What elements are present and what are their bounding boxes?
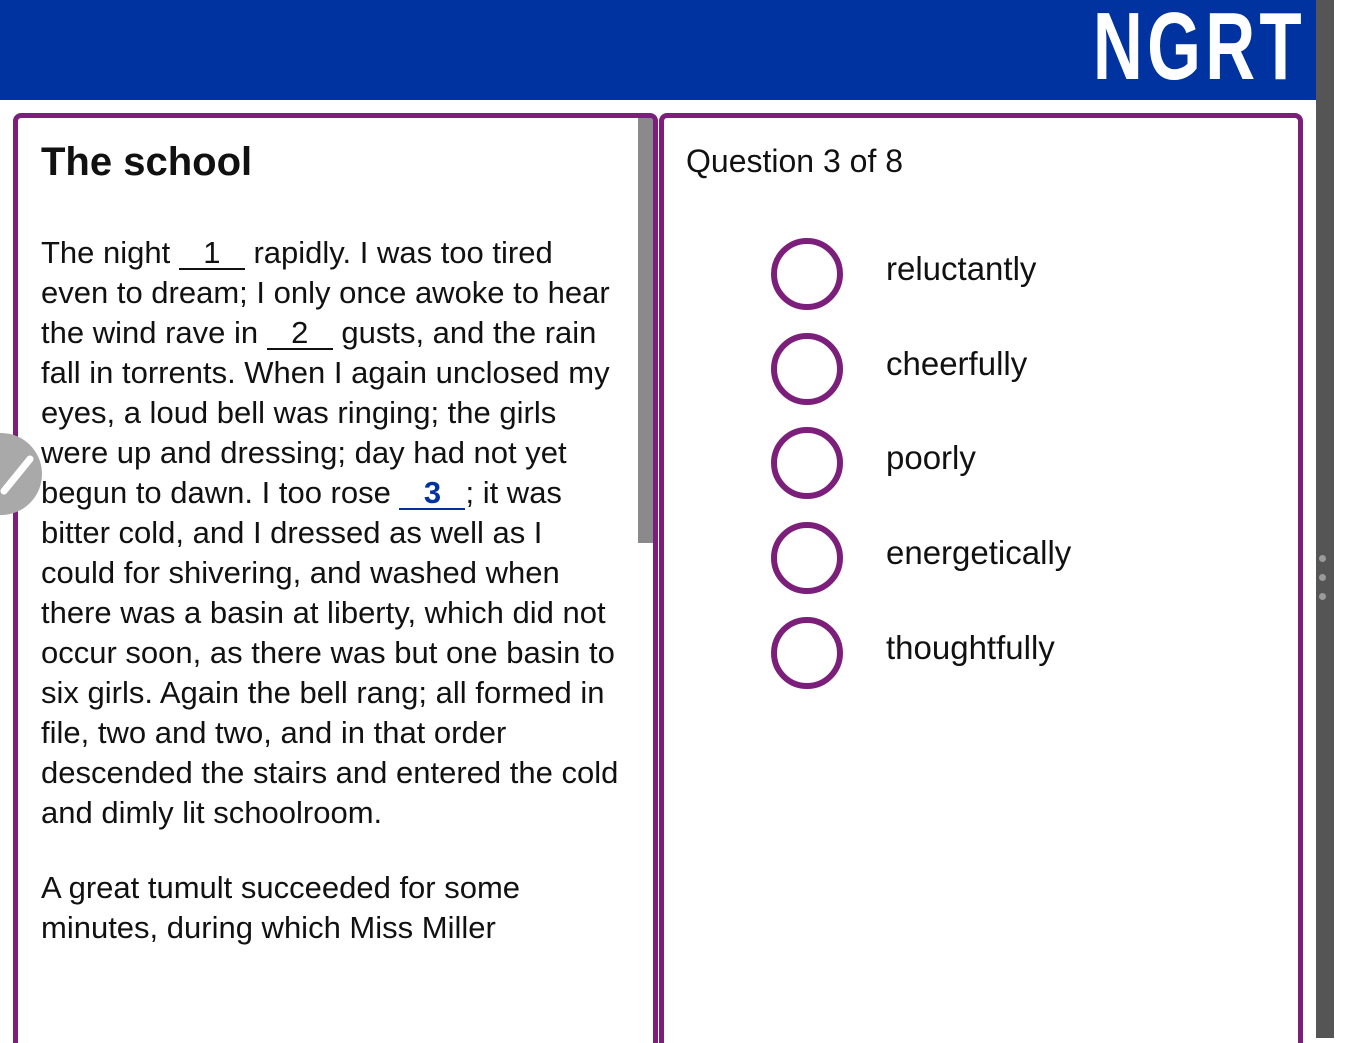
gap-3-active[interactable]: 3 bbox=[399, 478, 465, 510]
dot bbox=[1319, 593, 1326, 600]
passage-panel bbox=[13, 113, 658, 1043]
passage-paragraph-1 bbox=[41, 233, 621, 833]
radio-button[interactable] bbox=[771, 333, 843, 405]
option-label: cheerfully bbox=[886, 345, 1028, 382]
radio-button[interactable] bbox=[771, 427, 843, 499]
option-label: energetically bbox=[886, 534, 1072, 571]
option-poorly[interactable] bbox=[771, 427, 1251, 501]
option-label: poorly bbox=[886, 439, 976, 476]
option-label: reluctantly bbox=[886, 250, 1037, 287]
passage-text bbox=[41, 233, 621, 983]
question-counter: Question 3 of 8 bbox=[686, 143, 904, 179]
passage-title: The school bbox=[41, 140, 253, 184]
gap-2[interactable]: 2 bbox=[267, 318, 333, 350]
passage-paragraph-2: A great tumult succeeded for some minutes, during which Miss Miller bbox=[41, 870, 521, 945]
passage-text-segment: ; it was bitter cold, and I dressed as well as I could for shivering, and washed when there was a basin at liberty, which did not occur soon, as there was but one basin to six girls. Again the bell rang; all formed in file, two and two, and in that order descended the stairs and entered the cold and dimly lit schoolroom. bbox=[41, 475, 619, 830]
more-vertical-icon[interactable] bbox=[1319, 555, 1329, 612]
ngrt-logo: NGRT bbox=[1092, 0, 1306, 100]
dot bbox=[1319, 574, 1326, 581]
question-panel bbox=[659, 113, 1303, 1043]
radio-button[interactable] bbox=[771, 617, 843, 689]
pencil-icon bbox=[0, 453, 34, 495]
option-energetically[interactable] bbox=[771, 522, 1251, 596]
option-label: thoughtfully bbox=[886, 629, 1055, 666]
gap-1[interactable]: 1 bbox=[179, 238, 245, 270]
passage-text-segment: The night bbox=[41, 235, 179, 270]
passage-text-segment: rapidly. I was too tired even to dream; I only once awoke to hear the wind rave in bbox=[41, 235, 610, 350]
dot bbox=[1319, 555, 1326, 562]
right-margin bbox=[1334, 0, 1354, 1038]
option-cheerfully[interactable] bbox=[771, 333, 1251, 407]
radio-button[interactable] bbox=[771, 238, 843, 310]
radio-button[interactable] bbox=[771, 522, 843, 594]
option-reluctantly[interactable] bbox=[771, 238, 1251, 312]
header-bar bbox=[0, 0, 1316, 100]
passage-scrollbar-thumb[interactable] bbox=[638, 118, 654, 543]
option-thoughtfully[interactable] bbox=[771, 617, 1251, 691]
page-scrollbar[interactable] bbox=[1316, 0, 1334, 1038]
passage-text-segment: gusts, and the rain fall in torrents. When I again unclosed my eyes, a loud bell was ringing; the girls were up and dressing; day had not yet begun to dawn. I too rose bbox=[41, 315, 610, 510]
